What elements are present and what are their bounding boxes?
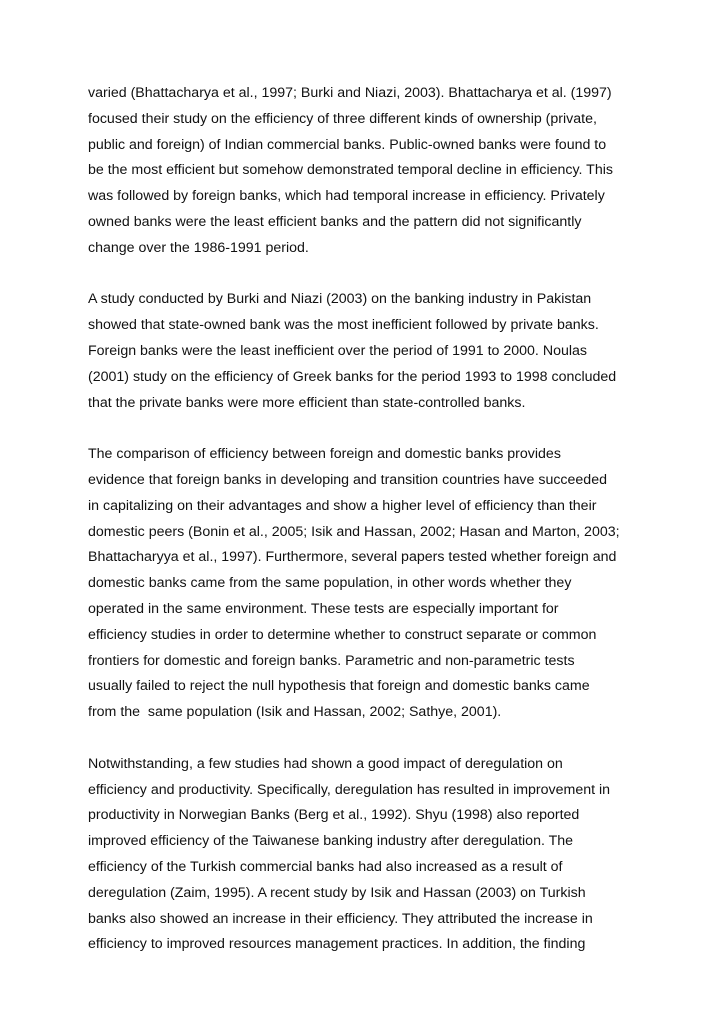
text-line: evidence that foreign banks in developing and transition countries have succeeded (88, 471, 607, 488)
text-line: domestic peers (Bonin et al., 2005; Isik and Hassan, 2002; Hasan and Marton, 2003; (88, 523, 620, 540)
text-line: in capitalizing on their advantages and show a higher level of efficiency than their (88, 497, 597, 514)
text-line: Notwithstanding, a few studies had shown a good impact of deregulation on (88, 755, 563, 772)
text-line: deregulation (Zaim, 1995). A recent study by Isik and Hassan (2003) on Turkish (88, 884, 586, 901)
document-page (88, 81, 640, 984)
text-line: owned banks were the least efficient banks and the pattern did not significantly (88, 213, 582, 230)
paragraph-3 (88, 442, 640, 726)
text-line: showed that state-owned bank was the most inefficient followed by private banks. (88, 317, 599, 334)
text-line: be the most efficient but somehow demonstrated temporal decline in efficiency. This (88, 162, 613, 179)
text-line: public and foreign) of Indian commercial banks. Public-owned banks were found to (88, 136, 607, 153)
paragraph-1 (88, 81, 640, 262)
text-line: (2001) study on the efficiency of Greek banks for the period 1993 to 1998 concluded (88, 368, 617, 385)
text-line: that the private banks were more efficient than state-controlled banks. (88, 394, 526, 411)
text-line: efficiency of the Turkish commercial banks had also increased as a result of (88, 858, 563, 875)
text-line: efficiency and productivity. Specifically, deregulation has resulted in improvement in (88, 781, 611, 798)
text-line: change over the 1986-1991 period. (88, 239, 309, 256)
paragraph-2 (88, 287, 640, 416)
text-line: productivity in Norwegian Banks (Berg et al., 1992). Shyu (1998) also reported (88, 807, 580, 824)
text-line: The comparison of efficiency between foreign and domestic banks provides (88, 446, 561, 463)
text-line: efficiency to improved resources management practices. In addition, the finding (88, 936, 586, 953)
text-line: efficiency studies in order to determine whether to construct separate or common (88, 626, 597, 643)
text-line: from the same population (Isik and Hassan, 2002; Sathye, 2001). (88, 704, 502, 721)
text-line: A study conducted by Burki and Niazi (2003) on the banking industry in Pakistan (88, 291, 592, 308)
text-line: domestic banks came from the same population, in other words whether they (88, 575, 572, 592)
text-line: improved efficiency of the Taiwanese banking industry after deregulation. The (88, 833, 574, 850)
text-line: Foreign banks were the least inefficient over the period of 1991 to 2000. Noulas (88, 342, 587, 359)
text-line: operated in the same environment. These tests are especially important for (88, 600, 559, 617)
paragraph-4 (88, 752, 640, 958)
text-line: banks also showed an increase in their efficiency. They attributed the increase in (88, 910, 593, 927)
text-line: focused their study on the efficiency of three different kinds of ownership (private, (88, 110, 597, 127)
text-line: frontiers for domestic and foreign banks. Parametric and non-parametric tests (88, 652, 575, 669)
text-line: was followed by foreign banks, which had temporal increase in efficiency. Privately (88, 188, 605, 205)
text-line: Bhattacharyya et al., 1997). Furthermore, several papers tested whether foreign and (88, 549, 617, 566)
text-line: varied (Bhattacharya et al., 1997; Burki and Niazi, 2003). Bhattacharya et al. (1997) (88, 85, 612, 101)
text-line: usually failed to reject the null hypothesis that foreign and domestic banks came (88, 678, 590, 695)
